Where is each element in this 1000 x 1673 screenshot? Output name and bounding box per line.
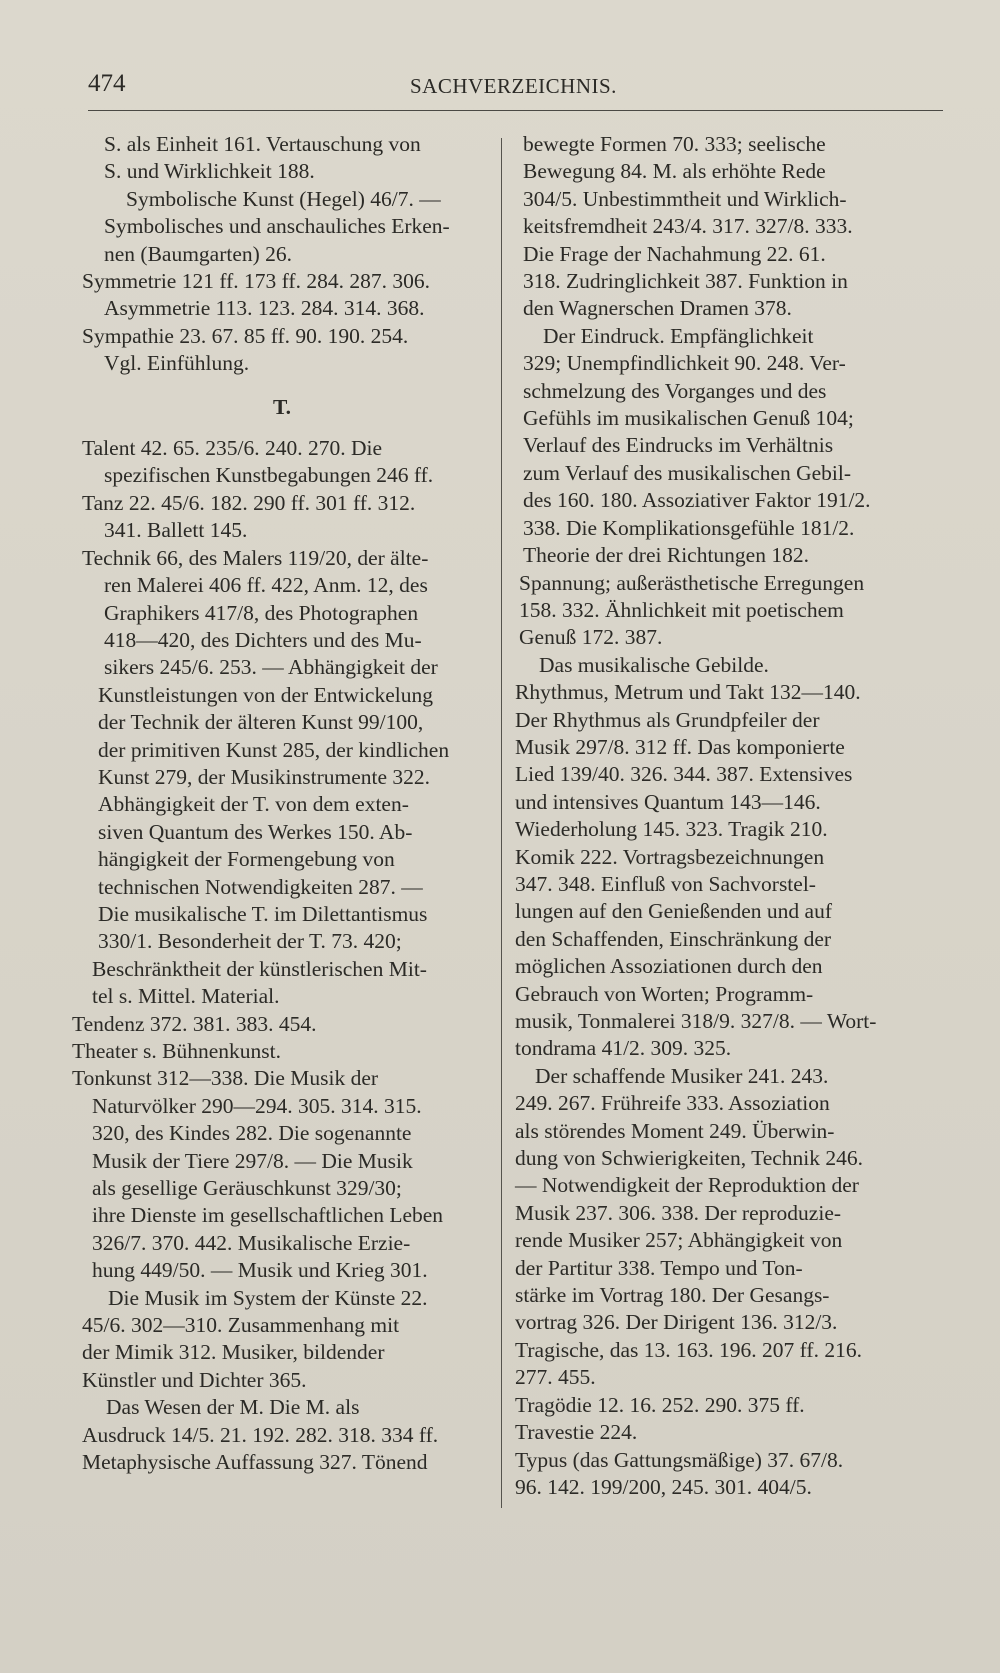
index-entry-line: 96. 142. 199/200, 245. 301. 404/5.	[515, 1474, 812, 1499]
index-entry-line: hängigkeit der Formengebung von	[98, 847, 395, 872]
index-entry-line: bewegte Formen 70. 333; seelische	[523, 132, 826, 156]
index-entry-line: Der Eindruck. Empfänglichkeit	[543, 323, 814, 348]
index-entry-line: Theater s. Bühnenkunst.	[72, 1039, 281, 1063]
index-entry-line: 330/1. Besonderheit der T. 73. 420;	[98, 929, 402, 954]
index-entry-line: Technik 66, des Malers 119/20, der älte-	[82, 545, 429, 570]
index-entry-line: Asymmetrie 113. 123. 284. 314. 368.	[104, 296, 425, 321]
index-entry-line: ren Malerei 406 ff. 422, Anm. 12, des	[104, 573, 428, 598]
index-entry-line: Vgl. Einfühlung.	[104, 351, 250, 376]
index-entry-line: Abhängigkeit der T. von dem exten-	[98, 792, 409, 817]
index-entry-line: der Mimik 312. Musiker, bildender	[82, 1340, 385, 1365]
index-entry-line: Tragödie 12. 16. 252. 290. 375 ff.	[515, 1392, 805, 1417]
index-entry-line: 341. Ballett 145.	[104, 518, 248, 543]
index-entry-line: ihre Dienste im gesellschaftlichen Leben	[92, 1203, 444, 1228]
index-entry-line: Musik 237. 306. 338. Der reproduzie-	[515, 1200, 842, 1225]
index-entry-line: Sympathie 23. 67. 85 ff. 90. 190. 254.	[82, 323, 409, 348]
index-entry-line: Lied 139/40. 326. 344. 387. Extensives	[515, 762, 853, 787]
index-column-right	[515, 131, 943, 1501]
index-entry-line: schmelzung des Vorganges und des	[523, 378, 827, 403]
index-entry-line: siven Quantum des Werkes 150. Ab-	[98, 819, 413, 844]
index-entry-line: technischen Notwendigkeiten 287. —	[98, 874, 423, 899]
index-entry-line: Rhythmus, Metrum und Takt 132—140.	[515, 680, 861, 705]
index-entry-line: lungen auf den Genießenden und auf	[515, 899, 833, 924]
index-entry-line: rende Musiker 257; Abhängigkeit von	[515, 1228, 843, 1253]
index-entry-line: Spannung; außerästhetische Erregungen	[519, 570, 865, 595]
index-entry-line: S. und Wirklichkeit 188.	[104, 159, 315, 184]
index-entry-line: Der Rhythmus als Grundpfeiler der	[515, 707, 820, 732]
index-entry-line: — Notwendigkeit der Reproduktion der	[515, 1173, 859, 1198]
index-entry-line: Gefühls im musikalischen Genuß 104;	[523, 406, 854, 431]
index-entry-line: Symbolisches und anschauliches Erken-	[104, 214, 450, 239]
index-entry-line: Musik 297/8. 312 ff. Das komponierte	[515, 734, 845, 759]
index-entry-line: Travestie 224.	[515, 1420, 638, 1445]
index-entry-line: keitsfremdheit 243/4. 317. 327/8. 333.	[523, 214, 853, 239]
column-divider	[501, 138, 502, 1508]
index-entry-line: nen (Baumgarten) 26.	[104, 241, 293, 266]
index-entry-line: 304/5. Unbestimmtheit und Wirklich-	[523, 186, 847, 211]
index-entry-line: Tonkunst 312—338. Die Musik der	[72, 1066, 379, 1091]
index-entry-line: sikers 245/6. 253. — Abhängigkeit der	[104, 655, 438, 680]
index-entry-line: Verlauf des Eindrucks im Verhältnis	[523, 433, 834, 458]
index-entry-line: 277. 455.	[515, 1365, 596, 1390]
index-entry-line: 329; Unempfindlichkeit 90. 248. Ver-	[523, 351, 846, 376]
index-entry-line: Die Musik im System der Künste 22.	[108, 1285, 428, 1310]
index-entry-line: Wiederholung 145. 323. Tragik 210.	[515, 817, 828, 842]
index-entry-line: Komik 222. Vortragsbezeichnungen	[515, 844, 825, 869]
index-entry-line: Gebrauch von Worten; Programm-	[515, 981, 814, 1006]
index-entry-line: des 160. 180. Assoziativer Faktor 191/2.	[523, 488, 871, 513]
index-entry-line: den Wagnerschen Dramen 378.	[523, 296, 792, 321]
page-header	[88, 70, 943, 110]
index-entry-line: 45/6. 302—310. Zusammenhang mit	[82, 1313, 400, 1338]
index-entry-line: stärke im Vortrag 180. Der Gesangs-	[515, 1283, 830, 1308]
index-entry-line: Symbolische Kunst (Hegel) 46/7. —	[126, 186, 441, 211]
page-number: 474	[88, 70, 126, 97]
index-entry-line: 320, des Kindes 282. Die sogenannte	[92, 1121, 412, 1146]
index-entry-line: Symmetrie 121 ff. 173 ff. 284. 287. 306.	[82, 269, 430, 294]
index-entry-line: 249. 267. Frühreife 333. Assoziation	[515, 1091, 830, 1116]
index-entry-line: zum Verlauf des musikalischen Gebil-	[523, 460, 851, 485]
index-entry-line: 338. Die Komplikationsgefühle 181/2.	[523, 515, 855, 540]
index-entry-line: Die Frage der Nachahmung 22. 61.	[523, 241, 826, 266]
index-entry-line: der Technik der älteren Kunst 99/100,	[98, 710, 424, 735]
index-entry-line: Kunst 279, der Musikinstrumente 322.	[98, 764, 431, 789]
index-entry-line: 326/7. 370. 442. Musikalische Erzie-	[92, 1230, 411, 1255]
index-entry-line: tel s. Mittel. Material.	[92, 984, 280, 1009]
index-entry-line: der Partitur 338. Tempo und Ton-	[515, 1255, 803, 1280]
index-entry-line: Talent 42. 65. 235/6. 240. 270. Die	[82, 436, 383, 461]
index-entry-line: Künstler und Dichter 365.	[82, 1367, 307, 1392]
index-entry-line: Tendenz 372. 381. 383. 454.	[72, 1011, 317, 1036]
index-entry-line: Ausdruck 14/5. 21. 192. 282. 318. 334 ff.	[82, 1422, 439, 1447]
index-entry-line: Beschränktheit der künstlerischen Mit-	[92, 956, 427, 981]
index-entry-line: Naturvölker 290—294. 305. 314. 315.	[92, 1093, 422, 1118]
index-entry-line: Bewegung 84. M. als erhöhte Rede	[523, 159, 826, 184]
index-entry-line: Theorie der drei Richtungen 182.	[523, 543, 809, 568]
index-entry-line: tondrama 41/2. 309. 325.	[515, 1036, 732, 1061]
index-entry-line: dung von Schwierigkeiten, Technik 246.	[515, 1146, 864, 1171]
index-entry-line: vortrag 326. Der Dirigent 136. 312/3.	[515, 1310, 838, 1335]
index-entry-line: 347. 348. Einfluß von Sachvorstel-	[515, 871, 816, 896]
index-entry-line: Der schaffende Musiker 241. 243.	[535, 1063, 829, 1088]
index-entry-line: 318. Zudringlichkeit 387. Funktion in	[523, 269, 848, 294]
index-entry-line: 158. 332. Ähnlichkeit mit poetischem	[519, 597, 844, 622]
index-entry-line: als störendes Moment 249. Überwin-	[515, 1118, 835, 1143]
section-heading: T.	[272, 394, 292, 419]
index-entry-line: Tanz 22. 45/6. 182. 290 ff. 301 ff. 312.	[82, 490, 416, 515]
index-entry-line: Das Wesen der M. Die M. als	[106, 1395, 360, 1420]
index-entry-line: Tragische, das 13. 163. 196. 207 ff. 216.	[515, 1337, 862, 1362]
index-entry-line: und intensives Quantum 143—146.	[515, 789, 821, 814]
index-entry-line: den Schaffenden, Einschränkung der	[515, 926, 832, 951]
index-entry-line: musik, Tonmalerei 318/9. 327/8. — Wort-	[515, 1009, 877, 1033]
header-rule	[88, 110, 943, 111]
index-entry-line: als gesellige Geräuschkunst 329/30;	[92, 1176, 402, 1201]
index-entry-line: Genuß 172. 387.	[519, 625, 663, 650]
index-entry-line: Metaphysische Auffassung 327. Tönend	[82, 1450, 428, 1475]
index-entry-line: Graphikers 417/8, des Photographen	[104, 600, 419, 625]
index-entry-line: spezifischen Kunstbegabungen 246 ff.	[104, 463, 434, 488]
index-entry-line: möglichen Assoziationen durch den	[515, 954, 823, 979]
index-entry-line: Typus (das Gattungsmäßige) 37. 67/8.	[515, 1447, 844, 1472]
index-entry-line: Das musikalische Gebilde.	[539, 652, 769, 677]
index-entry-line: S. als Einheit 161. Vertauschung von	[104, 132, 421, 156]
running-head: SACHVERZEICHNIS.	[410, 74, 617, 98]
index-entry-line: Musik der Tiere 297/8. — Die Musik	[92, 1148, 413, 1173]
index-entry-line: Kunstleistungen von der Entwickelung	[98, 682, 433, 707]
index-entry-line: 418—420, des Dichters und des Mu-	[104, 627, 422, 652]
index-entry-line: der primitiven Kunst 285, der kindlichen	[98, 737, 450, 762]
index-entry-line: Die musikalische T. im Dilettantismus	[98, 901, 428, 926]
index-column-left	[72, 131, 492, 1477]
index-entry-line: hung 449/50. — Musik und Krieg 301.	[92, 1258, 428, 1283]
